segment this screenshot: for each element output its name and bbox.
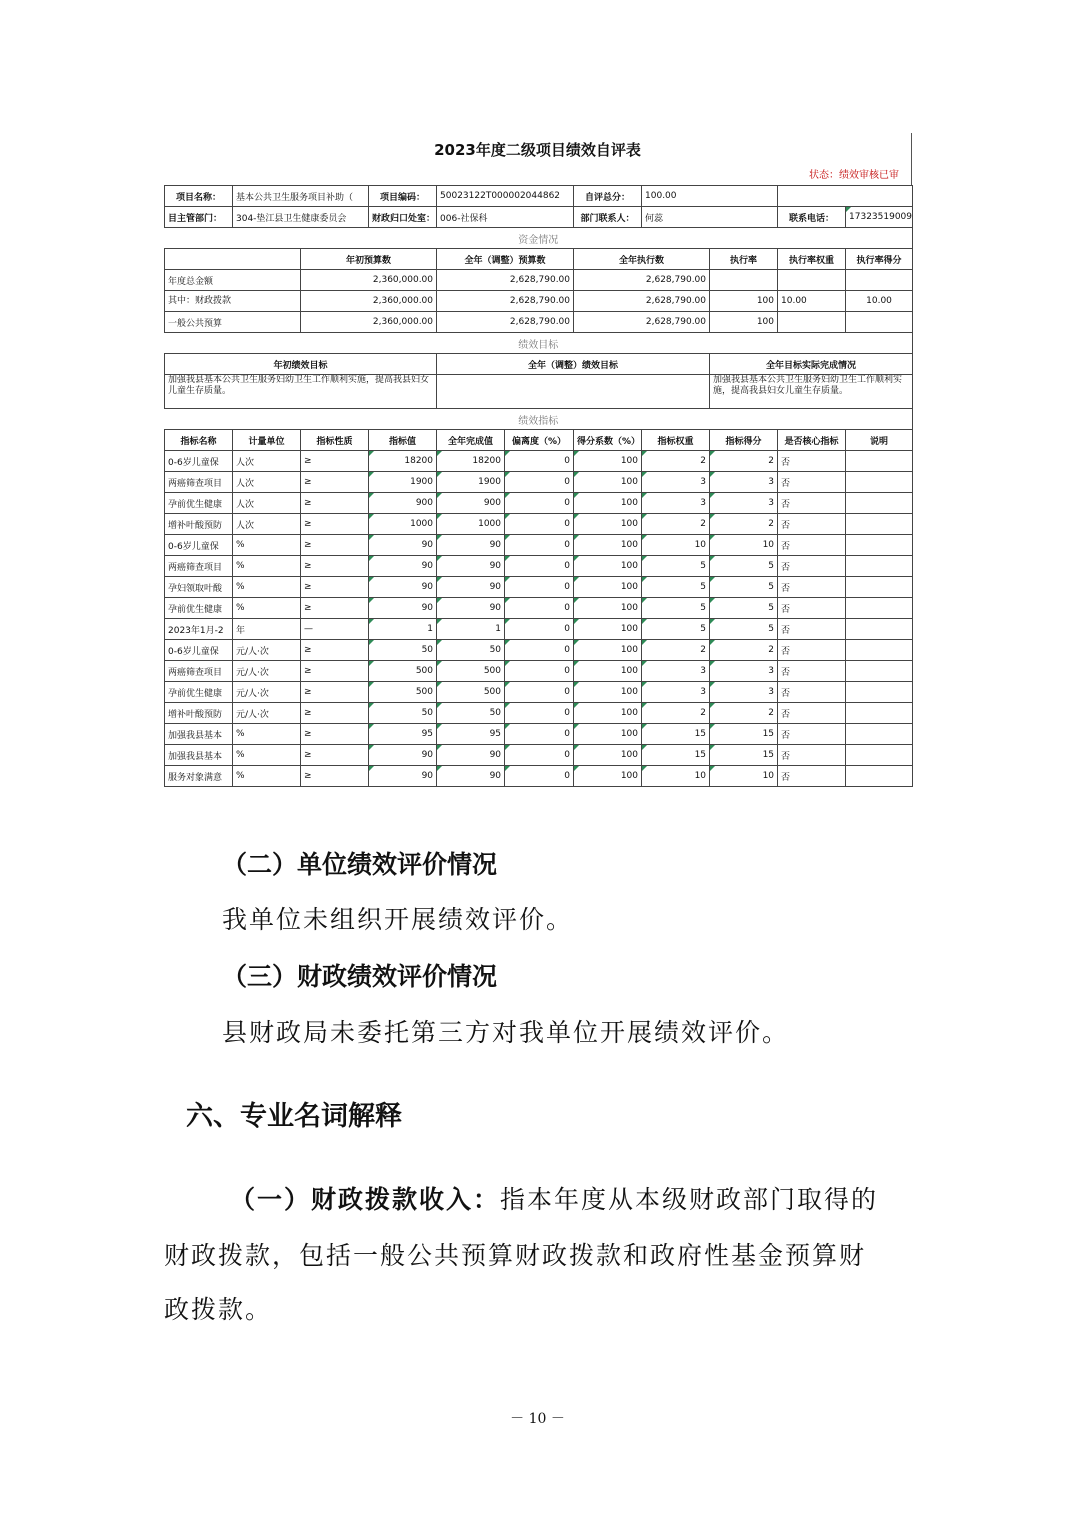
indicator-cell: 0 — [505, 745, 574, 766]
indicator-cell: 100 — [574, 451, 642, 472]
table-row — [165, 514, 913, 535]
indicator-cell: 50 — [369, 703, 437, 724]
indicator-cell — [846, 577, 913, 598]
funds-executed: 2,628,790.00 — [574, 312, 710, 333]
dept-label: 目主管部门： — [165, 207, 233, 228]
indicator-cell: 否 — [778, 661, 846, 682]
funds-score — [846, 270, 913, 291]
indicator-cell: 否 — [778, 745, 846, 766]
indicator-cell: ≥ — [301, 493, 369, 514]
indicator-cell: 否 — [778, 724, 846, 745]
indicator-cell: 100 — [574, 640, 642, 661]
status-badge: 状态：绩效审核已审 — [164, 167, 912, 185]
funds-header: 执行率权重 — [778, 249, 846, 270]
indicator-cell: 1 — [369, 619, 437, 640]
indicator-cell: 90 — [437, 598, 505, 619]
indicator-cell: 50 — [437, 703, 505, 724]
indicator-cell: 3 — [642, 682, 710, 703]
table-row — [165, 682, 913, 703]
goals-actual: 加强我县基本公共卫生服务妇幼卫生工作顺利实施，提高我县妇女儿童生存质量。 — [710, 375, 913, 409]
funds-rate: 100 — [710, 312, 778, 333]
indicator-cell: 服务对象满意 — [165, 766, 233, 787]
funds-adjusted: 2,628,790.00 — [437, 270, 574, 291]
indicator-cell: 100 — [574, 514, 642, 535]
indicator-cell: 5 — [642, 556, 710, 577]
table-row — [165, 619, 913, 640]
indicator-cell: ≥ — [301, 472, 369, 493]
indicator-cell — [846, 640, 913, 661]
table-row — [165, 766, 913, 787]
page-number: － 10 － — [510, 1411, 565, 1427]
indicator-cell: 加强我县基本 — [165, 724, 233, 745]
table-row — [165, 661, 913, 682]
indicator-cell: 3 — [710, 661, 778, 682]
term-line-1 — [230, 1180, 878, 1216]
funds-name: 其中：财政拨款 — [165, 291, 301, 312]
table-row — [165, 451, 913, 472]
indicator-header: 指标名称 — [165, 430, 233, 451]
table-row — [165, 598, 913, 619]
terms-heading: 六、专业名词解释 — [186, 1101, 402, 1132]
indicator-cell — [846, 745, 913, 766]
indicator-cell: 0 — [505, 724, 574, 745]
indicator-cell: 100 — [574, 472, 642, 493]
funds-budget: 2,360,000.00 — [301, 312, 437, 333]
term-label: （一）财政拨款收入： — [230, 1185, 501, 1214]
indicator-cell: 否 — [778, 514, 846, 535]
goals-header-adjusted: 全年（调整）绩效目标 — [437, 354, 710, 375]
indicator-cell: 5 — [710, 619, 778, 640]
indicator-cell: 2 — [710, 514, 778, 535]
contact-value: 何蕊 — [642, 207, 778, 228]
indicator-cell: 90 — [437, 766, 505, 787]
indicator-cell: ≥ — [301, 766, 369, 787]
funds-row — [165, 291, 913, 312]
indicator-cell: 15 — [710, 745, 778, 766]
table-row — [165, 640, 913, 661]
indicator-header: 是否核心指标 — [778, 430, 846, 451]
indicator-cell: 500 — [437, 682, 505, 703]
indicator-header: 得分系数（%） — [574, 430, 642, 451]
indicator-cell: 否 — [778, 493, 846, 514]
indicator-header: 说明 — [846, 430, 913, 451]
indicator-cell — [846, 451, 913, 472]
indicator-cell: 2 — [710, 451, 778, 472]
indicator-cell: 900 — [369, 493, 437, 514]
indicator-cell: 否 — [778, 682, 846, 703]
funds-rate: 100 — [710, 291, 778, 312]
indicator-cell: 年 — [233, 619, 301, 640]
funds-header: 全年执行数 — [574, 249, 710, 270]
indicator-cell: 两癌筛查项目 — [165, 556, 233, 577]
indicator-cell: 人次 — [233, 451, 301, 472]
indicator-cell — [846, 514, 913, 535]
indicator-cell: 增补叶酸预防 — [165, 514, 233, 535]
term-text-1: 指本年度从本级财政部门取得的 — [500, 1185, 879, 1214]
funds-header: 年初预算数 — [301, 249, 437, 270]
indicator-cell: % — [233, 556, 301, 577]
indicator-cell: ≥ — [301, 703, 369, 724]
indicator-cell: 900 — [437, 493, 505, 514]
contact-label: 部门联系人： — [574, 207, 642, 228]
funds-name: 一般公共预算 — [165, 312, 301, 333]
indicator-cell: 0 — [505, 661, 574, 682]
indicator-cell: 否 — [778, 766, 846, 787]
indicator-cell: % — [233, 535, 301, 556]
indicator-cell: 500 — [369, 661, 437, 682]
indicator-cell — [846, 493, 913, 514]
indicator-cell: 否 — [778, 451, 846, 472]
info-row-1 — [165, 186, 913, 207]
indicators-header-row — [165, 430, 913, 451]
indicator-cell: 90 — [437, 577, 505, 598]
funds-header: 执行率 — [710, 249, 778, 270]
indicators-section-title: 绩效指标 — [165, 409, 913, 430]
indicator-cell: 90 — [369, 766, 437, 787]
indicator-cell: 100 — [574, 745, 642, 766]
indicator-cell: 3 — [710, 472, 778, 493]
indicator-cell: 90 — [369, 598, 437, 619]
info-row-2 — [165, 207, 913, 228]
indicator-cell: % — [233, 598, 301, 619]
table-row — [165, 493, 913, 514]
indicator-cell: 否 — [778, 472, 846, 493]
indicator-cell: 0-6岁儿童保 — [165, 535, 233, 556]
funds-budget: 2,360,000.00 — [301, 270, 437, 291]
table-row — [165, 703, 913, 724]
indicator-cell: 否 — [778, 598, 846, 619]
indicator-cell: 50 — [437, 640, 505, 661]
indicator-cell: ≥ — [301, 535, 369, 556]
indicator-cell: 5 — [642, 577, 710, 598]
office-value: 006-社保科 — [437, 207, 574, 228]
indicator-cell — [846, 682, 913, 703]
indicator-cell: 5 — [710, 577, 778, 598]
indicator-cell: 元/人·次 — [233, 640, 301, 661]
indicator-cell: % — [233, 766, 301, 787]
indicator-cell: 1000 — [369, 514, 437, 535]
indicator-cell: 100 — [574, 598, 642, 619]
indicator-cell: 否 — [778, 535, 846, 556]
indicator-cell: ≥ — [301, 598, 369, 619]
funds-row — [165, 312, 913, 333]
indicator-cell — [846, 766, 913, 787]
indicator-cell: 0 — [505, 577, 574, 598]
project-code-value: 50023122T000002044862 — [437, 186, 574, 207]
indicator-cell: 100 — [574, 766, 642, 787]
indicator-header: 指标得分 — [710, 430, 778, 451]
indicator-cell: 100 — [574, 493, 642, 514]
indicator-cell: 90 — [369, 745, 437, 766]
goals-header-initial: 年初绩效目标 — [165, 354, 437, 375]
funds-rate — [710, 270, 778, 291]
indicator-cell: ≥ — [301, 577, 369, 598]
funds-weight: 10.00 — [778, 291, 846, 312]
indicator-cell — [846, 703, 913, 724]
dept-value: 304-垫江县卫生健康委员会 — [233, 207, 369, 228]
indicator-cell: 0 — [505, 556, 574, 577]
indicator-cell: 0 — [505, 514, 574, 535]
indicator-cell: — — [301, 619, 369, 640]
indicator-cell: 孕妇领取叶酸 — [165, 577, 233, 598]
indicator-cell: ≥ — [301, 451, 369, 472]
indicator-cell: 1000 — [437, 514, 505, 535]
funds-header: 全年（调整）预算数 — [437, 249, 574, 270]
indicator-cell: 50 — [369, 640, 437, 661]
indicator-rows — [165, 451, 913, 787]
indicator-cell — [846, 598, 913, 619]
funds-executed: 2,628,790.00 — [574, 291, 710, 312]
indicator-cell: 500 — [369, 682, 437, 703]
indicator-cell: 0-6岁儿童保 — [165, 640, 233, 661]
indicator-cell: 500 — [437, 661, 505, 682]
performance-grid — [164, 185, 913, 787]
project-code-label: 项目编码： — [369, 186, 437, 207]
indicator-cell: 90 — [437, 535, 505, 556]
funds-section-title: 资金情况 — [165, 228, 913, 249]
indicator-cell: 15 — [710, 724, 778, 745]
indicator-cell — [846, 724, 913, 745]
indicator-header: 偏离度（%） — [505, 430, 574, 451]
indicator-cell: 两癌筛查项目 — [165, 661, 233, 682]
indicator-cell: 100 — [574, 556, 642, 577]
indicator-cell — [846, 661, 913, 682]
indicator-cell: 否 — [778, 703, 846, 724]
table-row — [165, 472, 913, 493]
indicator-cell: 0 — [505, 682, 574, 703]
indicator-cell: ≥ — [301, 640, 369, 661]
indicator-cell — [846, 535, 913, 556]
performance-table — [164, 133, 912, 787]
phone-label: 联系电话： — [778, 207, 846, 228]
indicator-header: 指标性质 — [301, 430, 369, 451]
indicator-cell: 5 — [642, 619, 710, 640]
indicator-cell: 15 — [642, 724, 710, 745]
indicator-cell: 3 — [642, 472, 710, 493]
indicator-cell: 1900 — [369, 472, 437, 493]
indicators-section-row — [165, 409, 913, 430]
indicator-cell: 0 — [505, 640, 574, 661]
indicator-header: 全年完成值 — [437, 430, 505, 451]
indicator-cell: 否 — [778, 577, 846, 598]
funds-weight — [778, 312, 846, 333]
indicator-cell: 元/人·次 — [233, 682, 301, 703]
indicator-cell: 增补叶酸预防 — [165, 703, 233, 724]
goals-content-row — [165, 375, 913, 409]
indicator-cell: 10 — [642, 766, 710, 787]
goals-adjusted — [437, 375, 710, 409]
indicator-cell: 0 — [505, 766, 574, 787]
indicator-cell: 2 — [642, 640, 710, 661]
goals-header-row — [165, 354, 913, 375]
indicator-cell: 100 — [574, 535, 642, 556]
funds-score — [846, 312, 913, 333]
indicator-cell — [846, 619, 913, 640]
indicator-cell: 5 — [642, 598, 710, 619]
goals-header-actual: 全年目标实际完成情况 — [710, 354, 913, 375]
indicator-cell: 2 — [642, 451, 710, 472]
funds-executed: 2,628,790.00 — [574, 270, 710, 291]
indicator-cell: ≥ — [301, 682, 369, 703]
table-row — [165, 556, 913, 577]
funds-score: 10.00 — [846, 291, 913, 312]
indicator-cell: 0 — [505, 493, 574, 514]
indicator-cell: 95 — [369, 724, 437, 745]
unit-eval-text: 我单位未组织开展绩效评价。 — [222, 905, 574, 934]
funds-adjusted: 2,628,790.00 — [437, 291, 574, 312]
indicator-cell: 1900 — [437, 472, 505, 493]
project-name-label: 项目名称： — [165, 186, 233, 207]
indicator-cell: 90 — [437, 745, 505, 766]
finance-eval-text: 县财政局未委托第三方对我单位开展绩效评价。 — [222, 1018, 790, 1047]
project-name-value: 基本公共卫生服务项目补助（ — [233, 186, 369, 207]
indicator-cell: ≥ — [301, 661, 369, 682]
indicator-cell: 100 — [574, 619, 642, 640]
indicator-cell: 95 — [437, 724, 505, 745]
indicator-cell: 孕前优生健康 — [165, 598, 233, 619]
indicator-cell: 否 — [778, 556, 846, 577]
table-row — [165, 535, 913, 556]
table-row — [165, 724, 913, 745]
goals-section-row — [165, 333, 913, 354]
indicator-cell: 0 — [505, 451, 574, 472]
indicator-cell: 孕前优生健康 — [165, 682, 233, 703]
indicator-cell: 元/人·次 — [233, 661, 301, 682]
indicator-cell: 100 — [574, 703, 642, 724]
funds-header-row — [165, 249, 913, 270]
indicator-cell: 100 — [574, 724, 642, 745]
table-row — [165, 745, 913, 766]
indicator-header: 指标权重 — [642, 430, 710, 451]
term-line-3: 政拨款。 — [164, 1295, 273, 1324]
indicator-cell — [846, 472, 913, 493]
funds-name: 年度总金额 — [165, 270, 301, 291]
goals-initial: 加强我县基本公共卫生服务妇幼卫生工作顺利实施，提高我县妇女儿童生存质量。 — [165, 375, 437, 409]
indicator-cell: 孕前优生健康 — [165, 493, 233, 514]
unit-eval-heading: （二）单位绩效评价情况 — [222, 850, 498, 879]
funds-header: 执行率得分 — [846, 249, 913, 270]
funds-header — [165, 249, 301, 270]
indicator-cell: 否 — [778, 640, 846, 661]
indicator-cell: 3 — [642, 661, 710, 682]
indicator-cell: 90 — [369, 556, 437, 577]
indicator-cell: 0 — [505, 472, 574, 493]
office-label: 财政归口处室： — [369, 207, 437, 228]
goals-section-title: 绩效目标 — [165, 333, 913, 354]
indicator-cell: 两癌筛查项目 — [165, 472, 233, 493]
indicator-cell: ≥ — [301, 745, 369, 766]
info-blank — [778, 186, 913, 207]
score-label: 自评总分： — [574, 186, 642, 207]
indicator-cell: 18200 — [369, 451, 437, 472]
funds-weight — [778, 270, 846, 291]
indicator-cell: % — [233, 745, 301, 766]
indicator-cell: 人次 — [233, 493, 301, 514]
indicator-cell: ≥ — [301, 724, 369, 745]
score-value: 100.00 — [642, 186, 778, 207]
table-row — [165, 577, 913, 598]
indicator-cell: 5 — [710, 556, 778, 577]
indicator-header: 计量单位 — [233, 430, 301, 451]
indicator-cell: 90 — [369, 535, 437, 556]
indicator-cell: 90 — [369, 577, 437, 598]
indicator-cell: 100 — [574, 682, 642, 703]
indicator-cell: 人次 — [233, 514, 301, 535]
table-title: 2023年度二级项目绩效自评表 — [164, 133, 912, 167]
funds-row — [165, 270, 913, 291]
finance-eval-heading: （三）财政绩效评价情况 — [222, 962, 498, 991]
indicator-cell: 5 — [710, 598, 778, 619]
indicator-cell: 2 — [710, 640, 778, 661]
indicator-cell: 0 — [505, 598, 574, 619]
indicator-cell: 2023年1月-2 — [165, 619, 233, 640]
indicator-cell: 0 — [505, 703, 574, 724]
indicator-header: 指标值 — [369, 430, 437, 451]
indicator-cell: 100 — [574, 661, 642, 682]
indicator-cell: 3 — [710, 493, 778, 514]
indicator-cell: 90 — [437, 556, 505, 577]
indicator-cell: 10 — [642, 535, 710, 556]
funds-adjusted: 2,628,790.00 — [437, 312, 574, 333]
indicator-cell: % — [233, 577, 301, 598]
phone-value: 17323519009 — [846, 207, 913, 228]
indicator-cell: 10 — [710, 766, 778, 787]
funds-budget: 2,360,000.00 — [301, 291, 437, 312]
indicator-cell: 否 — [778, 619, 846, 640]
indicator-cell: 100 — [574, 577, 642, 598]
indicator-cell: 2 — [642, 703, 710, 724]
indicator-cell: % — [233, 724, 301, 745]
indicator-cell — [846, 556, 913, 577]
indicator-cell: 15 — [642, 745, 710, 766]
indicator-cell: 2 — [710, 703, 778, 724]
funds-section-row — [165, 228, 913, 249]
term-line-2: 财政拨款，包括一般公共预算财政拨款和政府性基金预算财 — [164, 1241, 867, 1270]
indicator-cell: 3 — [642, 493, 710, 514]
indicator-cell: 人次 — [233, 472, 301, 493]
indicator-cell: 加强我县基本 — [165, 745, 233, 766]
indicator-cell: ≥ — [301, 556, 369, 577]
indicator-cell: ≥ — [301, 514, 369, 535]
indicator-cell: 0-6岁儿童保 — [165, 451, 233, 472]
indicator-cell: 10 — [710, 535, 778, 556]
indicator-cell: 0 — [505, 535, 574, 556]
indicator-cell: 元/人·次 — [233, 703, 301, 724]
indicator-cell: 3 — [710, 682, 778, 703]
indicator-cell: 18200 — [437, 451, 505, 472]
indicator-cell: 2 — [642, 514, 710, 535]
indicator-cell: 1 — [437, 619, 505, 640]
indicator-cell: 0 — [505, 619, 574, 640]
